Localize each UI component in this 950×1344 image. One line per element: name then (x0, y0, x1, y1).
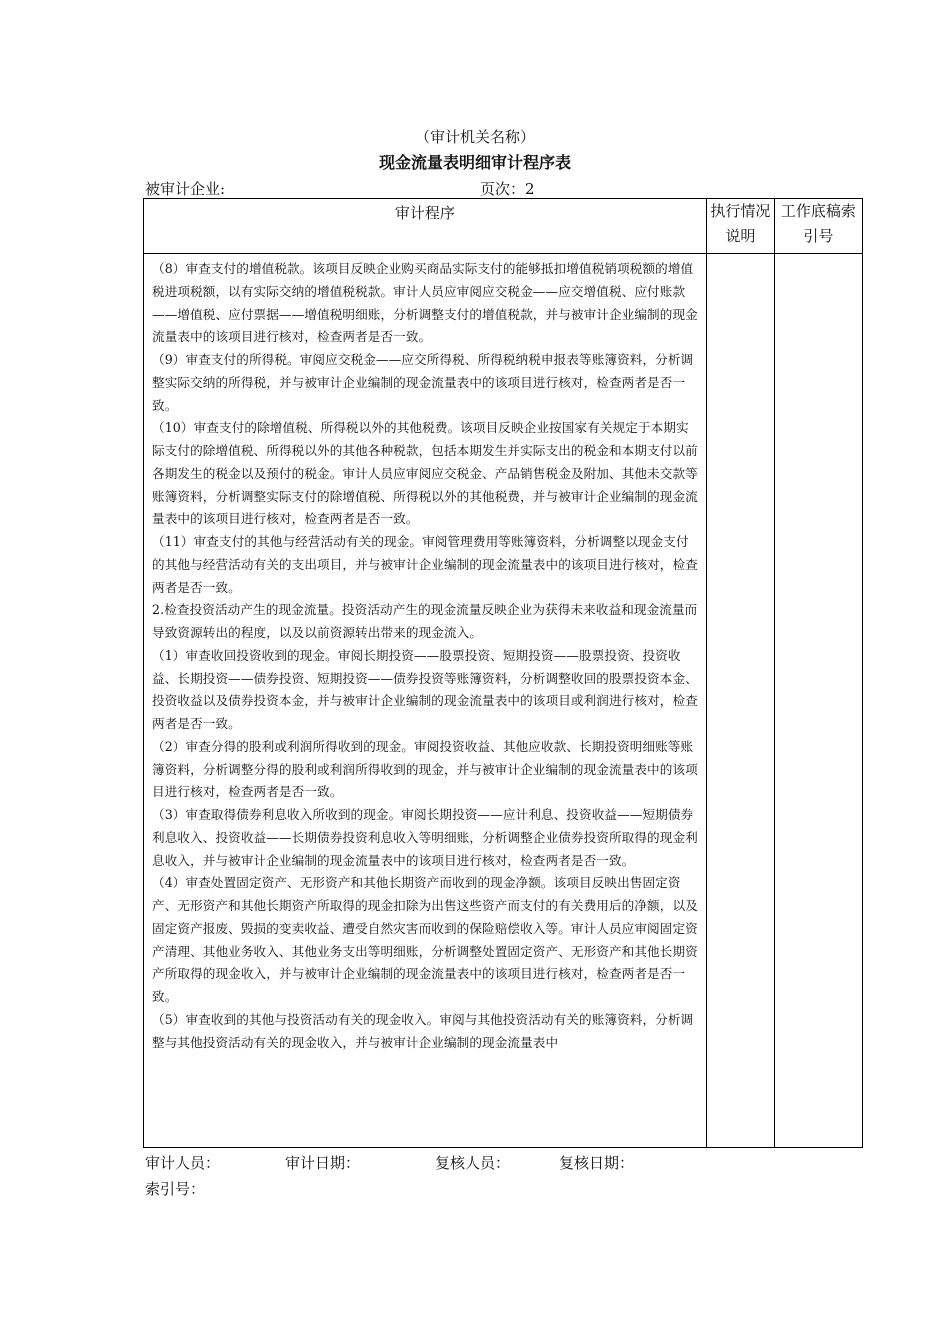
procedure-paragraph: （10）审查支付的除增值税、所得税以外的其他税费。该项目反映企业按国家有关规定于本期实际支付的除增值税、所得税以外的其他各种税款，包括本期发生并实际支出的税金和本期支付以前各期发生的税金以及预付的税金。审计人员应审阅应交税金、产品销售税金及附加、其他未交款等账簿资料，分析调整实际支付的除增值税、所得税以外的其他税费，并与被审计企业编制的现金流量表中的该项目进行核对，检查两者是否一致。 (152, 420, 698, 527)
header-audit-procedure: 审计程序 (144, 199, 707, 254)
table-header-row (144, 199, 863, 254)
procedure-paragraph: （3）审查取得债券利息收入所收到的现金。审阅长期投资——应计利息、投资收益——短期债券利息收入、投资收益——长期债券投资利息收入等明细账，分析调整企业债券投资所取得的现金利息收入，并与被审计企业编制的现金流量表中的该项目进行核对，检查两者是否一致。 (152, 807, 698, 868)
audit-org-name: （审计机关名称） (414, 128, 535, 146)
procedure-paragraph: （2）审查分得的股利或利润所得收到的现金。审阅投资收益、其他应收款、长期投资明细账等账簿资料，分析调整分得的股利或利润所得收到的现金，并与被审计企业编制的现金流量表中的该项目进行核对，检查两者是否一致。 (152, 738, 698, 800)
procedure-content-cell (144, 254, 707, 1148)
header-execution-notes: 执行情况说明 (706, 199, 774, 254)
table-row (144, 254, 863, 1148)
audited-enterprise-label: 被审计企业: (145, 180, 226, 198)
signature-row (145, 1152, 634, 1173)
review-date-label: 复核日期： (559, 1154, 635, 1172)
procedure-paragraph: （1）审查收回投资收到的现金。审阅长期投资——股票投资、短期投资——股票投资、投资收益、长期投资——债券投资、短期投资——债券投资等账簿资料，分析调整收回的股票投资本金、投资收益以及债券投资本金，并与被审计企业编制的现金流量表中的该项目或利润进行核对，检查两者是否一致。 (152, 647, 698, 731)
procedure-paragraph: （11）审查支付的其他与经营活动有关的现金。审阅管理费用等账簿资料，分析调整以现金支付的其他与经营活动有关的支出项目，并与被审计企业编制的现金流量表中的该项目进行核对，检查两者是否一致。 (152, 534, 698, 595)
audit-procedure-table (143, 198, 863, 1148)
procedure-paragraph: （9）审查支付的所得税。审阅应交税金——应交所得税、所得税纳税申报表等账簿资料，分析调整实际交纳的所得税，并与被审计企业编制的现金流量表中的该项目进行核对，检查两者是否一致。 (152, 352, 694, 413)
audit-date-label: 审计日期： (285, 1154, 361, 1172)
procedure-paragraph: 2.检查投资活动产生的现金流量。投资活动产生的现金流量反映企业为获得未来收益和现金流量而导致资源转出的程度，以及以前资源转出带来的现金流入。 (152, 602, 698, 640)
workpaper-index-cell[interactable] (774, 254, 862, 1148)
procedure-paragraph: （5）审查收到的其他与投资活动有关的现金收入。审阅与其他投资活动有关的账簿资料，分析调整与其他投资活动有关的现金收入，并与被审计企业编制的现金流量表中 (152, 1011, 694, 1050)
auditor-label: 审计人员： (145, 1154, 221, 1172)
reviewer-label: 复核人员： (435, 1154, 511, 1172)
procedure-paragraph: （8）审查支付的增值税款。该项目反映企业购买商品实际支付的能够抵扣增值税销项税额的增值税进项税额，以有实际交纳的增值税税款。审计人员应审阅应交税金——应交增值税、应付账款——增值税、应付票据——增值税明细账，分析调整支付的增值税款，并与被审计企业编制的现金流量表中的该项目进行核对，检查两者是否一致。 (152, 261, 698, 345)
page-number: 页次：2 (480, 180, 535, 198)
header-workpaper-index: 工作底稿索引号 (774, 199, 862, 254)
page-title: 现金流量表明细审计程序表 (378, 153, 571, 172)
execution-notes-cell[interactable] (706, 254, 774, 1148)
index-number-label: 索引号： (145, 1180, 206, 1198)
procedure-paragraph: （4）审查处置固定资产、无形资产和其他长期资产而收到的现金净额。该项目反映出售固定资产、无形资产和其他长期资产所取得的现金扣除为出售这些资产而支付的有关费用后的净额，以及固定资产报废、毁损的变卖收益、遭受自然灾害而收到的保险赔偿收入等。审计人员应审阅固定资产清理、其他业务收入、其他业务支出等明细账，分析调整处置固定资产、无形资产和其他长期资产所取得的现金收入，并与被审计企业编制的现金流量表中的该项目进行核对，检查两者是否一致。 (152, 875, 698, 1004)
